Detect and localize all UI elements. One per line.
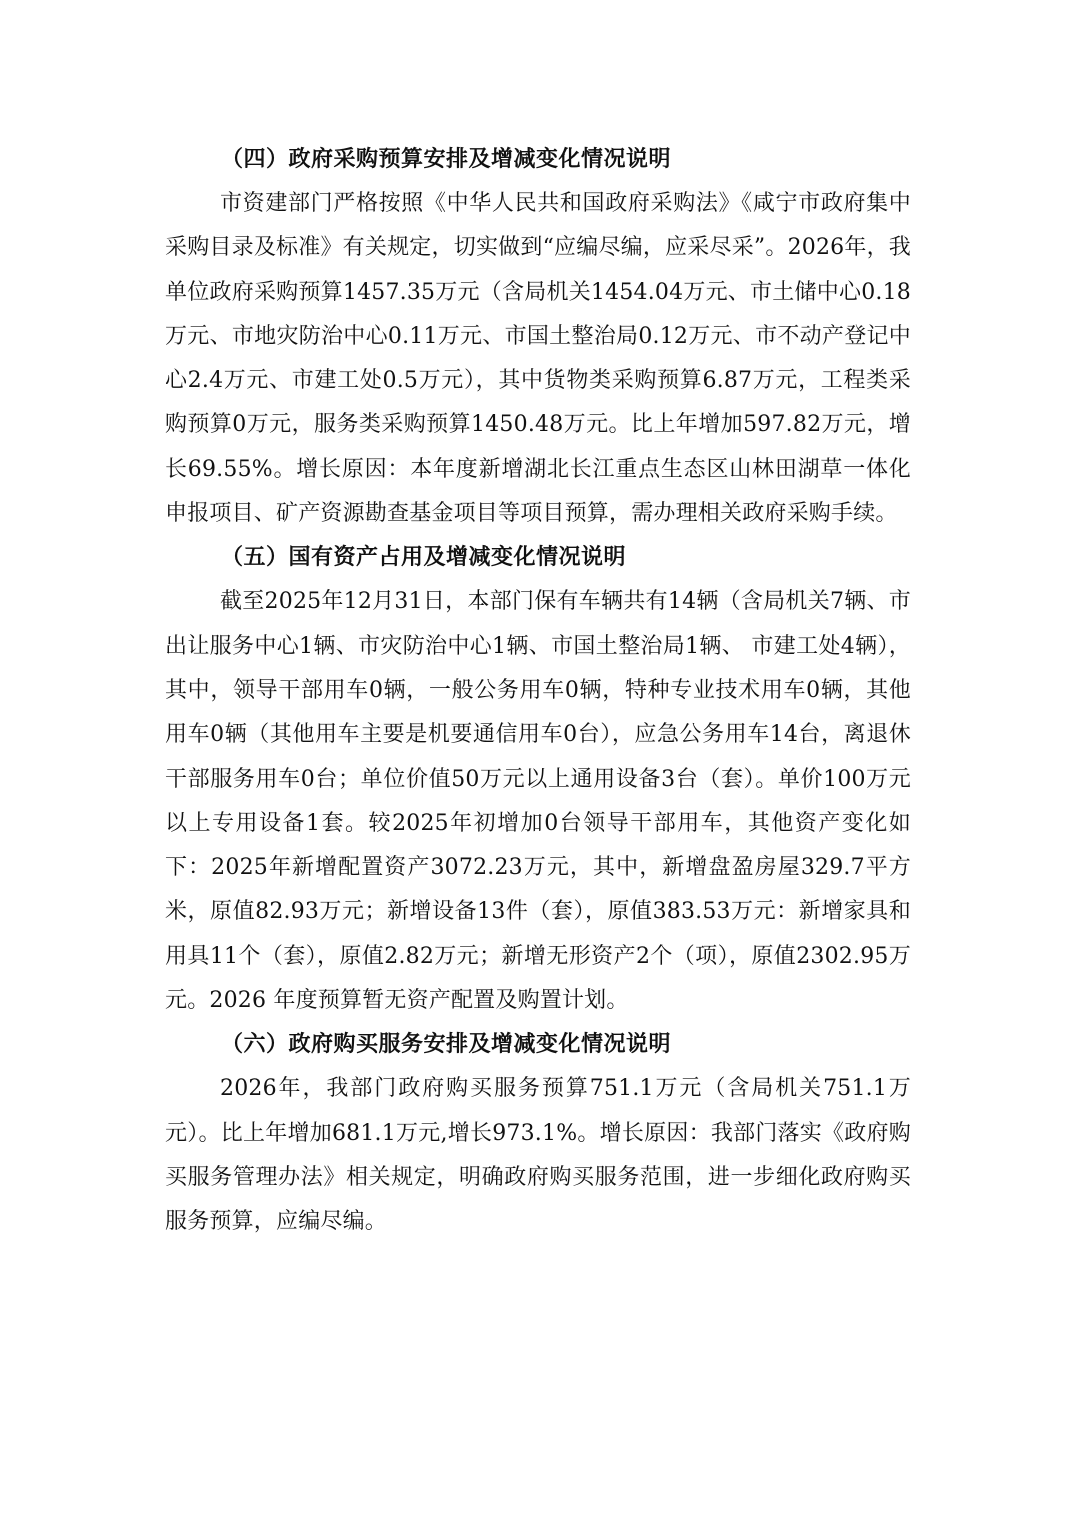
section-heading-purchased-services: （六）政府购买服务安排及增减变化情况说明 <box>221 1032 672 1058</box>
section-paragraph-government-procurement: 市资建部门严格按照《中华人民共和国政府采购法》《咸宁市政府集中采购目录及标准》有关规定，切实做到“应编尽编，应采尽采”。2026年，我单位政府采购预算1457.35万元（含局机关1454.04万元、市土储中心0.18万元、市地灾防治中心0.11万元、市国土整治局0.12万元、市不动产登记中心2.4万元、市建工处0.5万元），其中货物类采购预算6.87万元，工程类采购预算0万元，服务类采购预算1450.48万元。比上年增加597.82万元，增长69.55%。增长原因：本年度新增湖北长江重点生态区山林田湖草一体化申报项目、矿产资源勘查基金项目等项目预算，需办理相关政府采购手续。 <box>165 191 911 527</box>
section-heading-government-procurement: （四）政府采购预算安排及增减变化情况说明 <box>221 147 672 172</box>
section-heading-state-assets: （五）国有资产占用及增减变化情况说明 <box>221 545 627 571</box>
document-page <box>165 138 911 1245</box>
section-paragraph-state-assets: 截至2025年12月31日，本部门保有车辆共有14辆（含局机关7辆、市出让服务中心1辆、市灾防治中心1辆、市国土整治局1辆、 市建工处4辆），其中，领导干部用车0辆，一般公务用车0辆，特种专业技术用车0辆，其他用车0辆（其他用车主要是机要通信用车0台），应急公务用车14台，离退休干部服务用车0台；单位价值50万元以上通用设备3台（套）。单价100万元以上专用设备1套。较2025年初增加0台领导干部用车，其他资产变化如下：2025年新增配置资产3072.23万元，其中，新增盘盈房屋329.7平方米，原值82.93万元；新增设备13件（套），原值383.53万元：新增家具和用具11个（套），原值2.82万元；新增无形资产2个（项），原值2302.95万元。2026 年度预算暂无资产配置及购置计划。 <box>165 589 911 1014</box>
section-paragraph-purchased-services: 2026年，我部门政府购买服务预算751.1万元（含局机关751.1万元）。比上年增加681.1万元,增长973.1%。增长原因：我部门落实《政府购买服务管理办法》相关规定，明确政府购买服务范围，进一步细化政府购买服务预算，应编尽编。 <box>165 1076 911 1235</box>
